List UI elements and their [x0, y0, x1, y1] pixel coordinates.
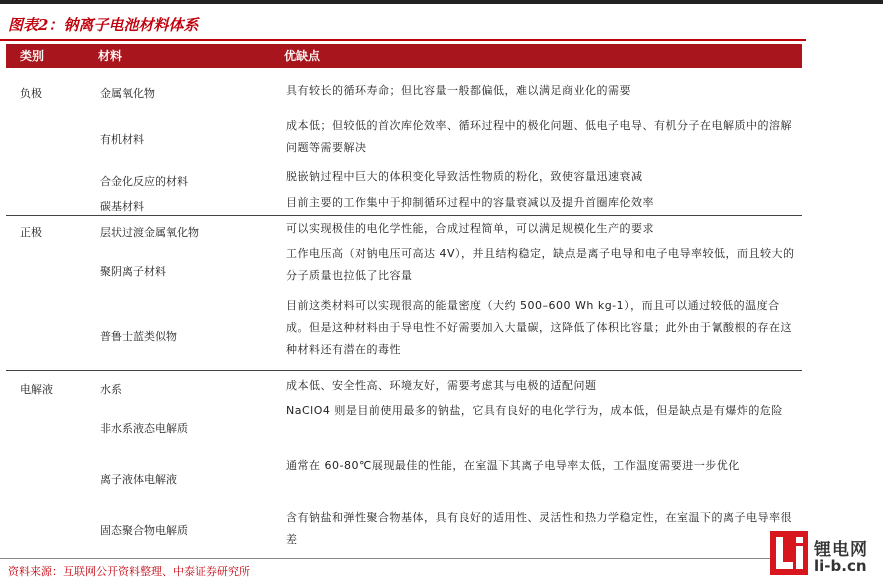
- advantage-prussian-blue: 目前这类材料可以实现很高的能量密度（大约 500–600 Wh kg-1），而且可以通过较低的温度合成。但是这种材料由于导电性不好需要加入大量碳，这降低了体积比容量；此外由于氰酸根的存在这种材料还有潜在的毒性: [286, 299, 792, 356]
- logo-url: li-b.cn: [814, 557, 867, 575]
- category-electrolyte: 电解液: [20, 383, 53, 396]
- material-organic: 有机材料: [100, 133, 144, 146]
- material-carbon: 碳基材料: [100, 200, 144, 213]
- title-rule: [0, 39, 806, 41]
- material-polyanion: 聚阴离子材料: [100, 265, 166, 278]
- header-category: 类别: [20, 49, 45, 63]
- source-note: 资料来源：互联网公开资料整理、中泰证券研究所: [8, 565, 250, 578]
- advantage-layered-oxide: 可以实现极佳的电化学性能，合成过程简单，可以满足规模化生产的要求: [286, 222, 654, 235]
- top-rule: [0, 0, 883, 4]
- material-solid-polymer: 固态聚合物电解质: [100, 524, 188, 537]
- material-alloy: 合金化反应的材料: [100, 175, 188, 188]
- material-aqueous: 水系: [100, 383, 122, 396]
- material-nonaqueous: 非水系液态电解质: [100, 422, 188, 435]
- header-material: 材料: [98, 49, 123, 63]
- bottom-rule: [0, 558, 806, 559]
- advantage-alloy: 脱嵌钠过程中巨大的体积变化导致活性物质的粉化，致使容量迅速衰减: [286, 170, 643, 183]
- logo-text-cn: 锂电网: [814, 540, 868, 560]
- advantage-polyanion: 工作电压高（对钠电压可高达 4V），并且结构稳定，缺点是离子电导和电子电导率较低，而且较大的分子质量也拉低了比容量: [286, 247, 795, 282]
- category-anode: 负极: [20, 87, 42, 100]
- advantage-aqueous: 成本低、安全性高、环境友好，需要考虑其与电极的适配问题: [286, 379, 597, 392]
- figure-title: 图表2：钠离子电池材料体系: [8, 16, 199, 34]
- advantage-ionic-liquid: 通常在 60-80℃展现最佳的性能，在室温下其离子电导率太低，工作温度需要进一步优化: [286, 459, 740, 472]
- table-header: [6, 44, 802, 68]
- site-logo: [770, 529, 878, 579]
- advantage-solid-polymer: 含有钠盐和弹性聚合物基体，具有良好的适用性、灵活性和热力学稳定性，在室温下的离子电导率很差: [286, 511, 792, 546]
- advantage-nonaqueous: NaClO4 则是目前使用最多的钠盐，它具有良好的电化学行为，成本低，但是缺点是有爆炸的危险: [286, 404, 783, 417]
- material-prussian-blue: 普鲁士蓝类似物: [100, 330, 177, 343]
- material-ionic-liquid: 离子液体电解液: [100, 473, 177, 486]
- advantage-organic: 成本低；但较低的首次库伦效率、循环过程中的极化问题、低电子电导、有机分子在电解质中的溶解问题等需要解决: [286, 119, 792, 154]
- header-advantages: 优缺点: [284, 49, 321, 63]
- category-cathode: 正极: [20, 226, 42, 239]
- advantage-carbon: 目前主要的工作集中于抑制循环过程中的容量衰减以及提升首圈库伦效率: [286, 196, 654, 209]
- material-metal-oxide: 金属氧化物: [100, 87, 155, 100]
- separator-cathode-electrolyte: [6, 370, 802, 371]
- material-layered-oxide: 层状过渡金属氧化物: [100, 226, 199, 239]
- li-logo-icon: [770, 531, 808, 575]
- separator-anode-cathode: [6, 215, 802, 216]
- advantage-metal-oxide: 具有较长的循环寿命；但比容量一般都偏低，难以满足商业化的需要: [286, 84, 631, 97]
